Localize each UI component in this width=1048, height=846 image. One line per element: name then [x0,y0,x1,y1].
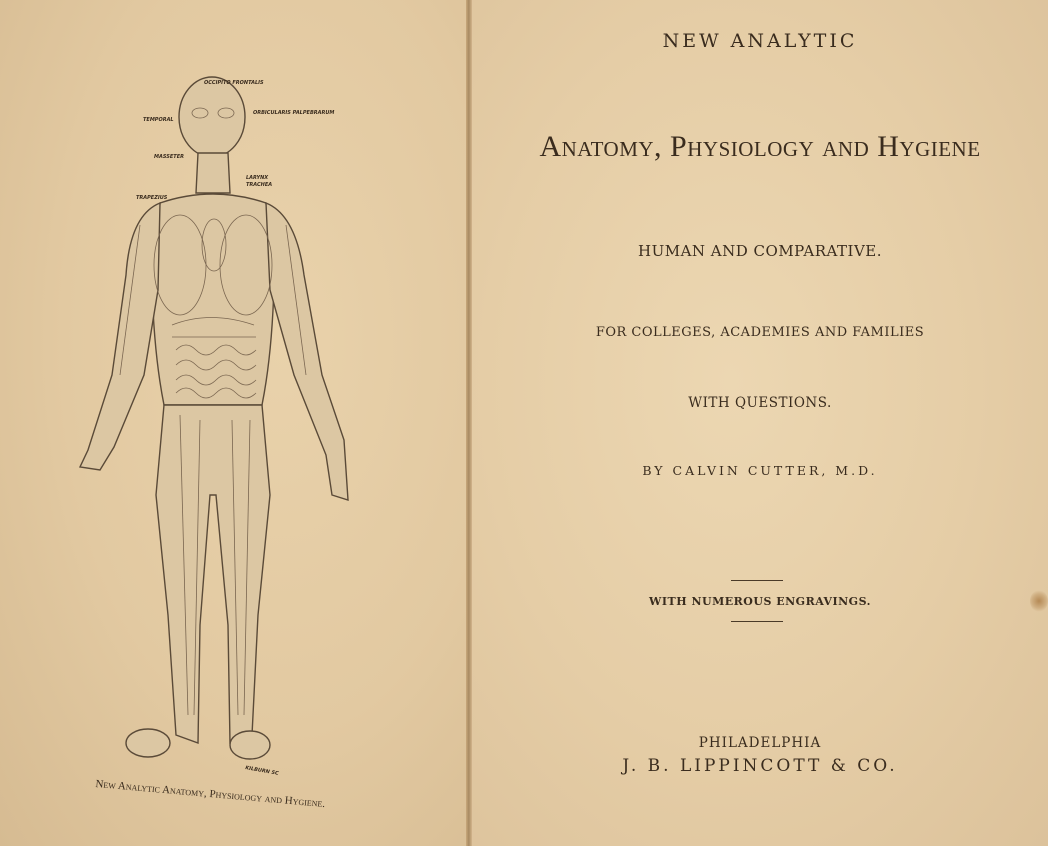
publisher-line: J. B. LIPPINCOTT & CO. [622,756,898,776]
rule-bottom [731,621,783,622]
label-orbicularis: ORBICULARIS PALPEBRARUM [253,110,335,116]
label-occipito-frontalis: OCCIPITO FRONTALIS [204,80,264,86]
label-trapezius: TRAPEZIUS [136,195,168,201]
frontispiece-caption: New Analytic Anatomy, Physiology and Hygiene. [94,778,326,811]
city-line: PHILADELPHIA [698,735,822,751]
author-line: BY CALVIN CUTTER, M.D. [642,463,878,478]
anatomical-figure-illustration [60,75,370,775]
label-larynx: LARYNX [246,175,269,181]
label-trachea: TRACHEA [246,182,273,188]
engravings-line: WITH NUMEROUS ENGRAVINGS. [649,595,871,608]
label-masseter: MASSETER [154,154,184,160]
subtitle: HUMAN AND COMPARATIVE. [637,242,883,260]
questions-line: WITH QUESTIONS. [688,395,832,411]
label-temporal: TEMPORAL [143,117,174,123]
label-engraver: KILBURN SC [244,765,280,777]
title-page [472,0,1048,846]
rule-top [731,580,783,581]
title-line-new-analytic: NEW ANALYTIC [662,30,858,52]
main-title: Anatomy, Physiology and Hygiene [539,130,981,163]
audience-line: FOR COLLEGES, ACADEMIES AND FAMILIES [595,325,925,340]
